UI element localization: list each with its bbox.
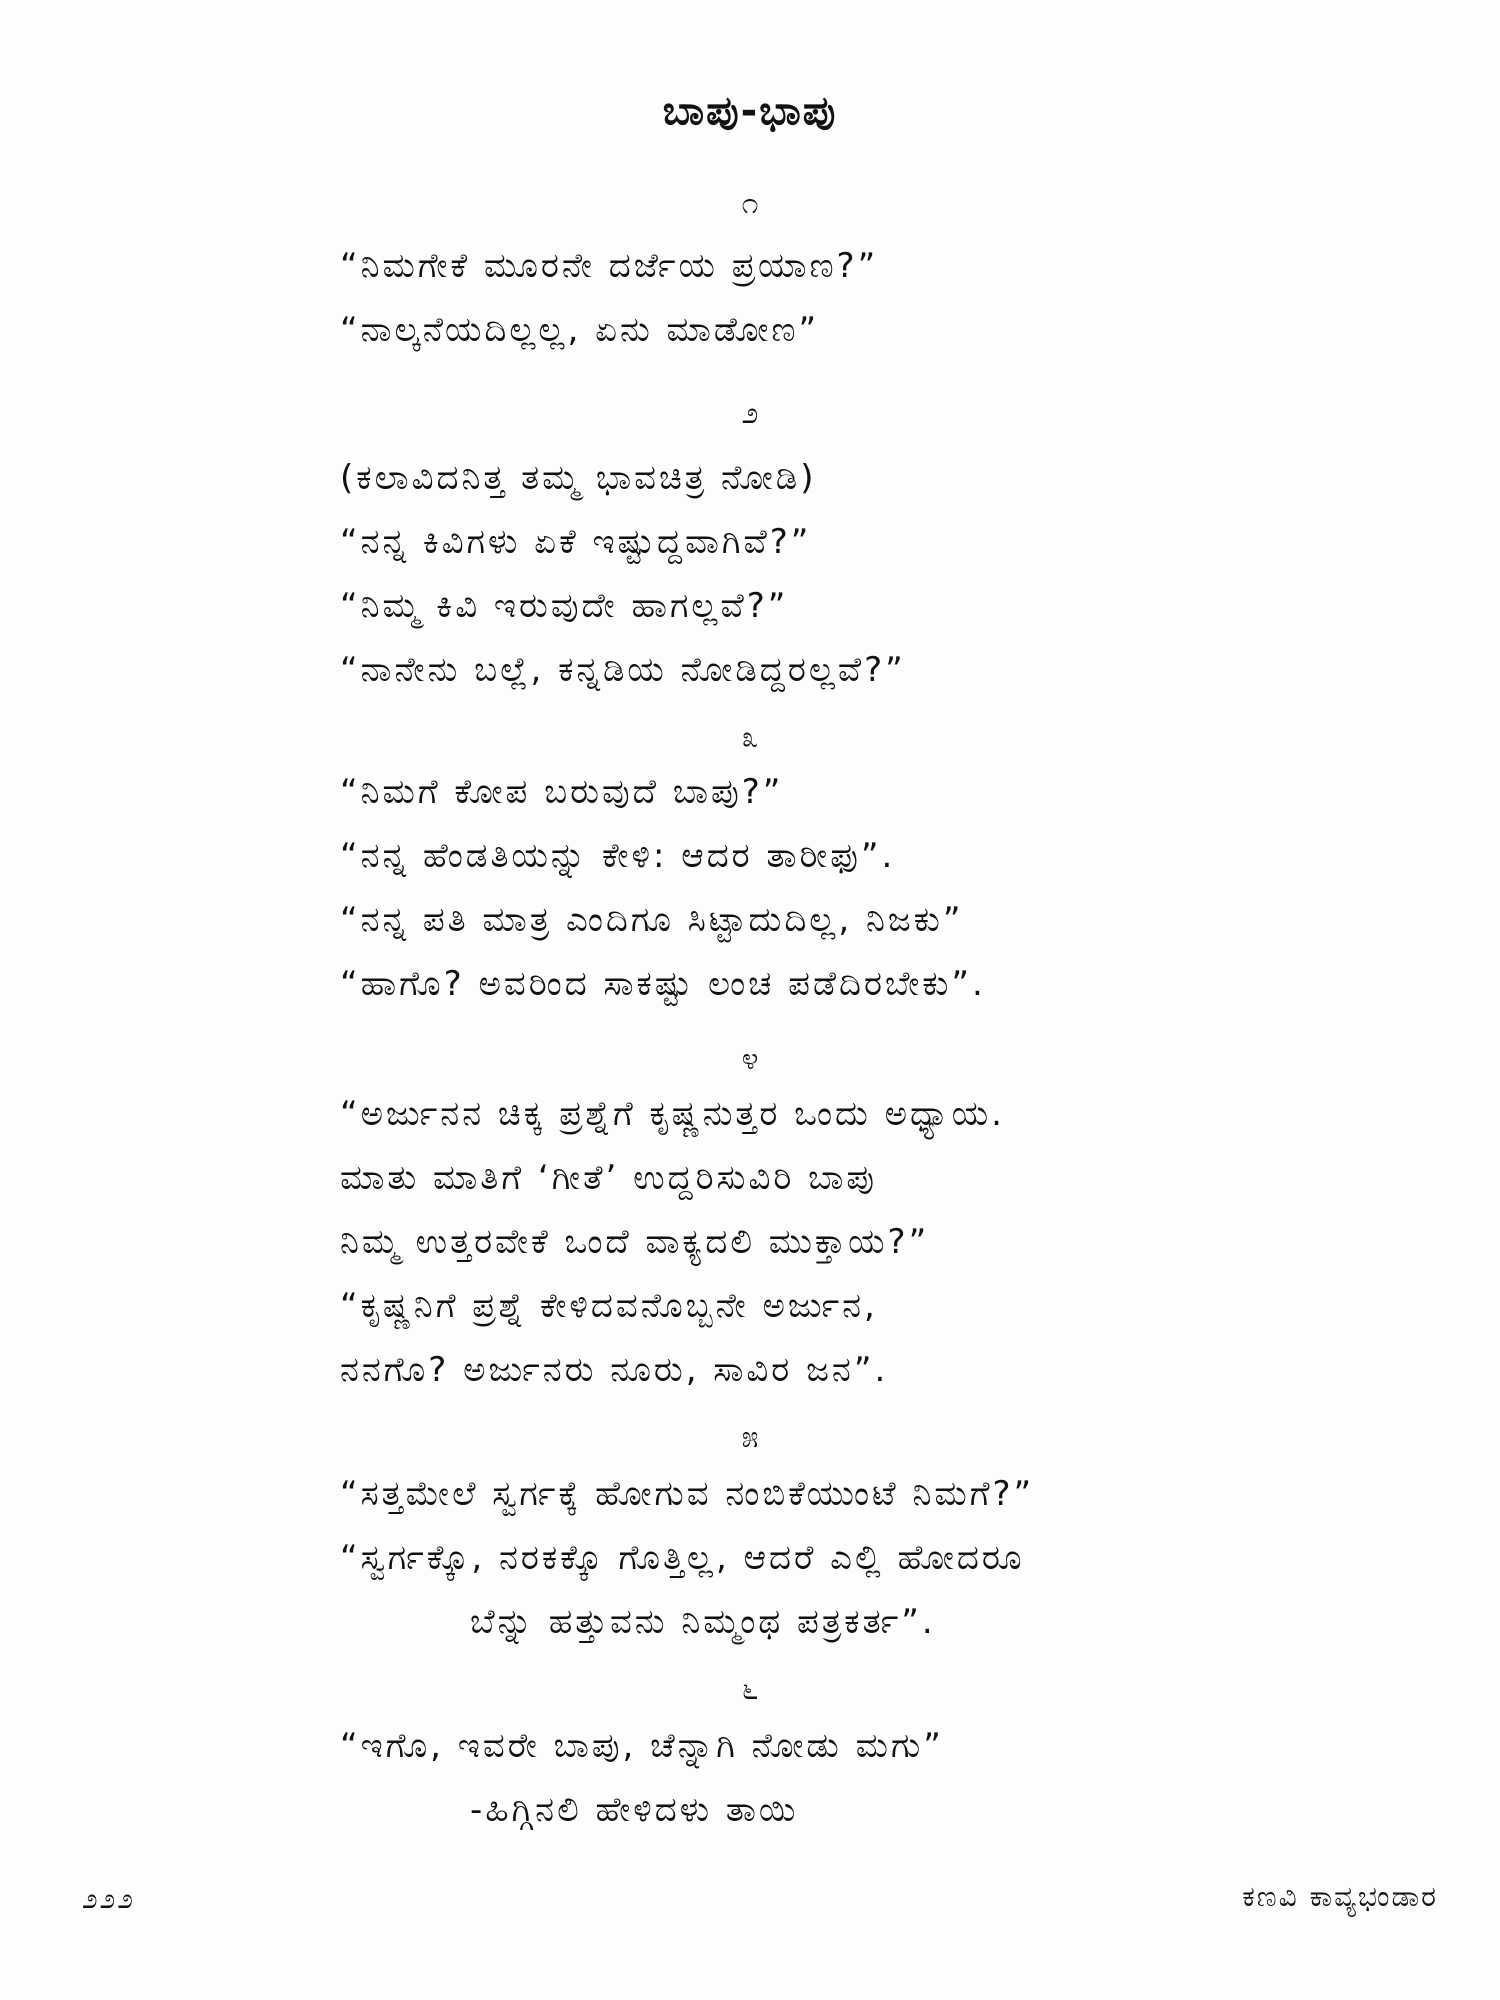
section-number-2: ೨ (741, 396, 759, 431)
stanza-line: “ಸ್ವರ್ಗಕ್ಕೊ, ನರಕಕ್ಕೊ ಗೊತ್ತಿಲ್ಲ, ಆದರೆ ಎಲ್ಲಿ ಹೋದರೂ (340, 1538, 1025, 1578)
section-number-4: ೪ (741, 1042, 759, 1077)
stanza-line: ಮಾತು ಮಾತಿಗೆ ‘ಗೀತೆ’ ಉದ್ದರಿಸುವಿರಿ ಬಾಪು (340, 1158, 878, 1198)
stanza-line: “ನಾನೇನು ಬಲ್ಲೆ, ಕನ್ನಡಿಯ ನೋಡಿದ್ದರಲ್ಲವೆ?” (340, 650, 906, 690)
stanza-line: “ನನ್ನ ಕಿವಿಗಳು ಏಕೆ ಇಷ್ಟುದ್ದವಾಗಿವೆ?” (340, 522, 812, 562)
stanza-line: “ಕೃಷ್ಣನಿಗೆ ಪ್ರಶ್ನೆ ಕೇಳಿದವನೊಬ್ಬನೇ ಅರ್ಜುನ, (340, 1286, 878, 1326)
stanza-line: “ನಿಮ್ಮ ಕಿವಿ ಇರುವುದೇ ಹಾಗಲ್ಲವೆ?” (340, 586, 789, 626)
section-number-1: ೧ (741, 186, 759, 221)
stanza-line: “ನಿಮಗೆ ಕೋಪ ಬರುವುದೆ ಬಾಪು?” (340, 772, 784, 812)
stanza-5 (340, 1462, 1340, 1654)
section-number-6: ೬ (741, 1672, 759, 1707)
stanza-line: ನಿಮ್ಮ ಉತ್ತರವೇಕೆ ಒಂದೆ ವಾಕ್ಯದಲಿ ಮುಕ್ತಾಯ?” (340, 1222, 930, 1262)
poem-title: ಬಾಪು-ಭಾಪು (662, 88, 838, 134)
stanza-line: “ನನ್ನ ಹೆಂಡತಿಯನ್ನು ಕೇಳಿ: ಆದರ ತಾರೀಫು”. (340, 836, 896, 876)
stanza-line: ನನಗೊ? ಅರ್ಜುನರು ನೂರು, ಸಾವಿರ ಜನ”. (340, 1350, 889, 1390)
stanza-line: “ಸತ್ತಮೇಲೆ ಸ್ವರ್ಗಕ್ಕೆ ಹೋಗುವ ನಂಬಿಕೆಯುಂಟೆ ನಿಮಗೆ?” (340, 1474, 1035, 1514)
stanza-1 (340, 234, 1340, 362)
stanza-line: “ಅರ್ಜುನನ ಚಿಕ್ಕ ಪ್ರಶ್ನೆಗೆ ಕೃಷ್ಣನುತ್ತರ ಒಂದು ಅಧ್ಯಾಯ. (340, 1094, 1005, 1134)
stanza-line: (ಕಲಾವಿದನಿತ್ತ ತಮ್ಮ ಭಾವಚಿತ್ರ ನೋಡಿ) (340, 458, 817, 498)
book-title: ಕಣವಿ ಕಾವ್ಯಭಂಡಾರ (1242, 1880, 1438, 1913)
stanza-6 (340, 1714, 1340, 1842)
section-number-5: ೫ (741, 1420, 759, 1455)
stanza-line: “ನಾಲ್ಕನೆಯದಿಲ್ಲಲ್ಲ, ಏನು ಮಾಡೋಣ” (340, 310, 820, 350)
stanza-4 (340, 1082, 1340, 1402)
stanza-line: “ನಿಮಗೇಕೆ ಮೂರನೇ ದರ್ಜೆಯ ಪ್ರಯಾಣ?” (340, 246, 879, 286)
stanza-line: -ಹಿಗ್ಗಿನಲಿ ಹೇಳಿದಳು ತಾಯಿ (470, 1790, 799, 1830)
stanza-line: ಬೆನ್ನು ಹತ್ತುವನು ನಿಮ್ಮಂಥ ಪತ್ರಕರ್ತ”. (470, 1602, 936, 1642)
stanza-line: “ನನ್ನ ಪತಿ ಮಾತ್ರ ಎಂದಿಗೂ ಸಿಟ್ಟಾದುದಿಲ್ಲ, ನಿಜಕು” (340, 900, 964, 940)
stanza-3 (340, 760, 1340, 1016)
stanza-line: “ಇಗೊ, ಇವರೇ ಬಾಪು, ಚೆನ್ನಾಗಿ ನೋಡು ಮಗು” (340, 1726, 944, 1766)
stanza-line: “ಹಾಗೊ? ಅವರಿಂದ ಸಾಕಷ್ಟು ಲಂಚ ಪಡೆದಿರಬೇಕು”. (340, 964, 986, 1004)
stanza-2 (340, 446, 1340, 702)
page-number: ೨೨೨ (82, 1882, 136, 1915)
section-number-3: ೩ (741, 720, 759, 755)
